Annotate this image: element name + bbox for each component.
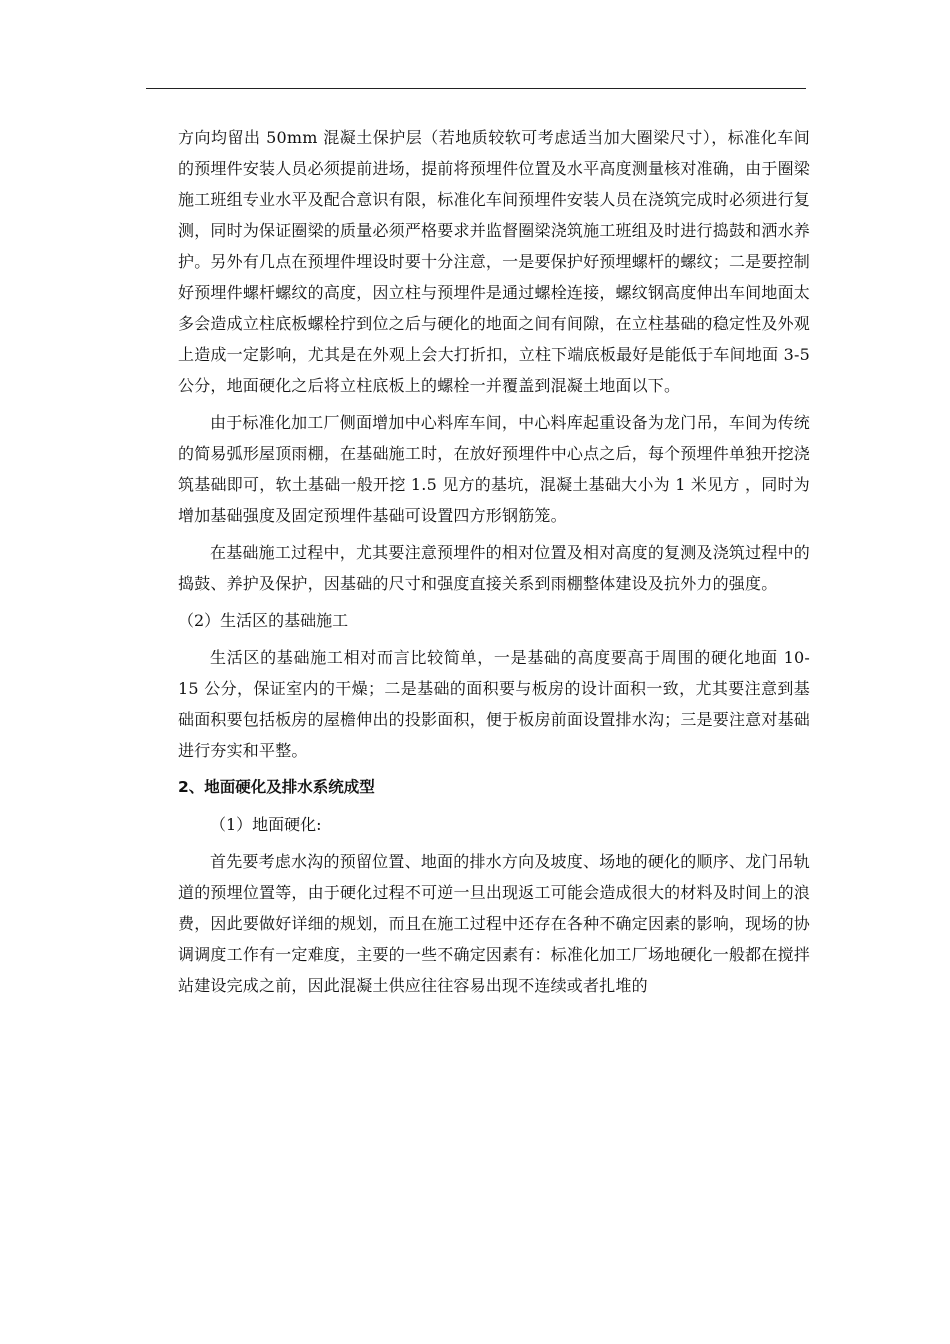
- subheading-living-area-foundation: （2）生活区的基础施工: [178, 611, 349, 630]
- document-body: [178, 122, 810, 1001]
- section-heading-ground-hardening: 2、地面硬化及排水系统成型: [178, 778, 375, 796]
- paragraph-material-depot: 由于标准化加工厂侧面增加中心料库车间，中心料库起重设备为龙门吊，车间为传统的简易弧形屋顶雨棚，在基础施工时，在放好预埋件中心点之后，每个预埋件单独开挖浇筑基础即可，软土基础一般开挖 1.5 见方的基坑，混凝土基础大小为 1 米见方 ，同时为增加基础强度及固定预埋件基础可设置四方形钢筋笼。: [178, 413, 810, 525]
- subheading-ground-hardening: （1）地面硬化:: [210, 815, 322, 834]
- paragraph-ground-hardening: 首先要考虑水沟的预留位置、地面的排水方向及坡度、场地的硬化的顺序、龙门吊轨道的预埋位置等，由于硬化过程不可逆一旦出现返工可能会造成很大的材料及时间上的浪费，因此要做好详细的规划，而且在施工过程中还存在各种不确定因素的影响，现场的协调调度工作有一定难度，主要的一些不确定因素有：标准化加工厂场地硬化一般都在搅拌站建设完成之前，因此混凝土供应往往容易出现不连续或者扎堆的: [178, 852, 810, 995]
- paragraph-foundation-embedded-parts: 方向均留出 50mm 混凝土保护层（若地质较软可考虑适当加大圈梁尺寸），标准化车间的预埋件安装人员必须提前进场，提前将预埋件位置及水平高度测量核对准确，由于圈梁施工班组专业水平及配合意识有限，标准化车间预埋件安装人员在浇筑完成时必须进行复测，同时为保证圈梁的质量必须严格要求并监督圈梁浇筑施工班组及时进行捣鼓和洒水养护。另外有几点在预埋件埋设时要十分注意，一是要保护好预埋螺杆的螺纹；二是要控制好预埋件螺杆螺纹的高度，因立柱与预埋件是通过螺栓连接，螺纹钢高度伸出车间地面太多会造成立柱底板螺栓拧到位之后与硬化的地面之间有间隙，在立柱基础的稳定性及外观上造成一定影响，尤其是在外观上会大打折扣，立柱下端底板最好是能低于车间地面 3-5 公分，地面硬化之后将立柱底板上的螺栓一并覆盖到混凝土地面以下。: [178, 128, 810, 395]
- paragraph-living-area: 生活区的基础施工相对而言比较简单，一是基础的高度要高于周围的硬化地面 10-15 公分，保证室内的干燥；二是基础的面积要与板房的设计面积一致，尤其要注意到基础面积要包括板房的屋檐伸出的投影面积，便于板房前面设置排水沟；三是要注意对基础进行夯实和平整。: [178, 648, 810, 760]
- paragraph-foundation-process: 在基础施工过程中，尤其要注意预埋件的相对位置及相对高度的复测及浇筑过程中的捣鼓、养护及保护，因基础的尺寸和强度直接关系到雨棚整体建设及抗外力的强度。: [178, 543, 810, 593]
- header-rule: [146, 88, 806, 89]
